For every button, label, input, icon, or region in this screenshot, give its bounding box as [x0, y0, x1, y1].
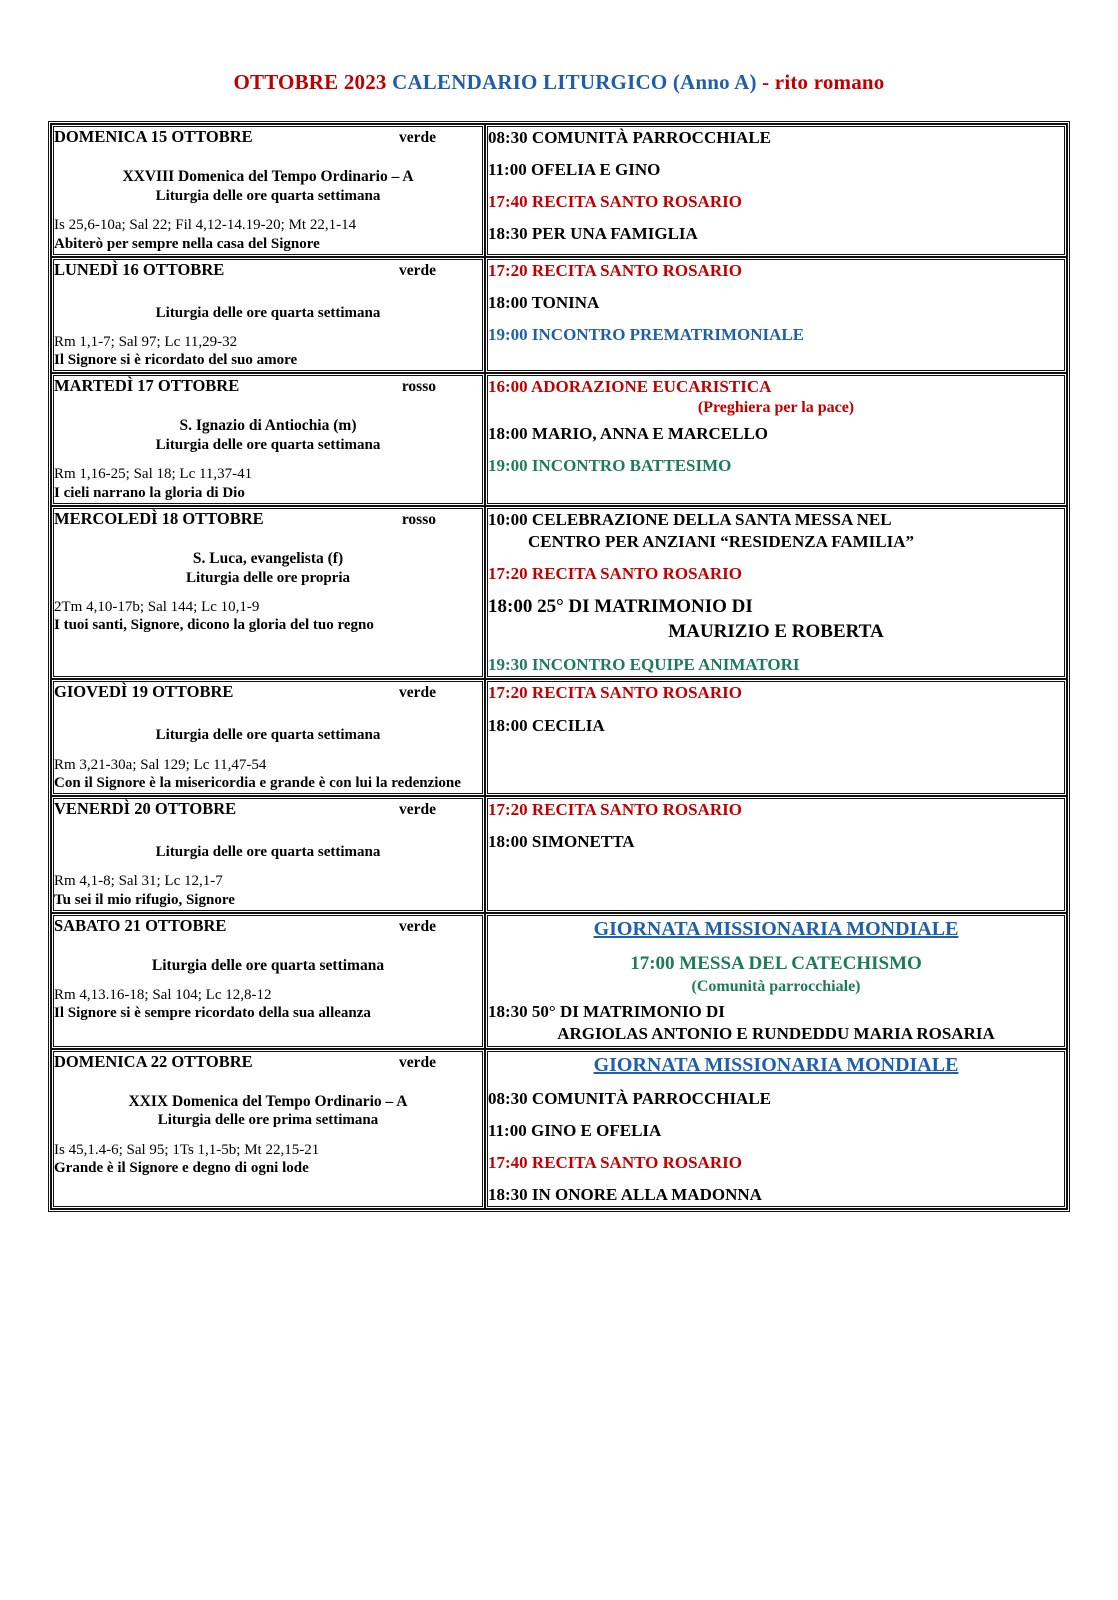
event-item: [488, 1088, 1064, 1110]
event-item: [488, 831, 1064, 853]
day-header: [54, 509, 482, 529]
event-text-line2: CENTRO PER ANZIANI “RESIDENZA FAMILIA”: [528, 531, 915, 551]
responsorial-antiphon: Il Signore si è ricordato del suo amore: [54, 352, 298, 369]
event-text: 17:20 RECITA SANTO ROSARIO: [488, 563, 742, 583]
event-text: 17:20 RECITA SANTO ROSARIO: [488, 800, 742, 820]
event-item: [488, 455, 1064, 477]
title-main: CALENDARIO LITURGICO: [392, 70, 668, 94]
event-text: 08:30 COMUNITÀ PARROCCHIALE: [488, 128, 772, 147]
events-cell: [485, 506, 1067, 680]
events-cell: [485, 679, 1067, 796]
responsorial-antiphon: I cieli narrano la gloria di Dio: [54, 484, 245, 501]
spacer: [54, 1074, 482, 1092]
day-label: SABATO 21 OTTOBRE: [54, 915, 227, 935]
readings: Rm 1,16-25; Sal 18; Lc 11,37-41: [54, 466, 253, 483]
spacer: [54, 938, 482, 956]
event-item: [488, 952, 1064, 997]
event-text: 18:00 CECILIA: [488, 715, 605, 735]
event-text: 17:20 RECITA SANTO ROSARIO: [488, 683, 742, 703]
responsorial-antiphon: Abiterò per sempre nella casa del Signore: [54, 235, 320, 252]
day-info-cell: [51, 257, 485, 374]
responsorial-antiphon: Con il Signore è la misericordia e grande è con lui la redenzione: [54, 775, 461, 792]
event-item: [488, 595, 1064, 644]
event-text: 11:00 OFELIA E GINO: [488, 160, 661, 180]
event-text: 18:30 PER UNA FAMIGLIA: [488, 224, 698, 244]
event-item: [488, 324, 1064, 346]
event-item: [488, 654, 1064, 676]
vestment-color-label: verde: [398, 1053, 436, 1071]
event-item: [488, 191, 1064, 213]
responsorial-antiphon: I tuoi santi, Signore, dicono la gloria del tuo regno: [54, 617, 374, 634]
events-cell: [485, 124, 1067, 257]
hours-liturgy: Liturgia delle ore prima settimana: [157, 1112, 379, 1129]
vestment-color-label: verde: [398, 801, 436, 819]
event-text: 18:00 25° DI MATRIMONIO DI: [488, 596, 753, 617]
spacer: [54, 976, 482, 986]
hours-liturgy: Liturgia delle ore quarta settimana: [155, 437, 381, 454]
events-cell: [485, 1049, 1067, 1209]
spacer: [54, 1131, 482, 1141]
event-item: [488, 260, 1064, 282]
event-text-line2: MAURIZIO E ROBERTA: [668, 620, 884, 642]
spacer: [54, 821, 482, 843]
event-text: 18:00 SIMONETTA: [488, 832, 635, 852]
event-text: GIORNATA MISSIONARIA MONDIALE: [593, 1053, 959, 1076]
day-header: [54, 127, 482, 147]
day-header: [54, 799, 482, 819]
event-item: [488, 223, 1064, 245]
event-text: 11:00 GINO E OFELIA: [488, 1120, 662, 1140]
spacer: [54, 704, 482, 726]
event-text: 17:40 RECITA SANTO ROSARIO: [488, 1152, 742, 1172]
vestment-color-label: rosso: [401, 510, 436, 528]
celebration-title: XXIX Domenica del Tempo Ordinario – A: [128, 1092, 408, 1110]
event-text: GIORNATA MISSIONARIA MONDIALE: [593, 917, 959, 940]
celebration-title: S. Luca, evangelista (f): [192, 549, 344, 567]
day-info-cell: [51, 796, 485, 913]
table-row: [51, 1049, 1067, 1209]
event-text: 18:00 MARIO, ANNA E MARCELLO: [488, 424, 769, 444]
day-header: [54, 260, 482, 280]
table-row: [51, 124, 1067, 257]
event-text: 08:30 COMUNITÀ PARROCCHIALE: [488, 1088, 772, 1108]
table-row: [51, 913, 1067, 1049]
event-text: 17:20 RECITA SANTO ROSARIO: [488, 260, 742, 280]
responsorial-antiphon: Tu sei il mio rifugio, Signore: [54, 892, 235, 909]
event-text: 18:30 IN ONORE ALLA MADONNA: [488, 1184, 762, 1204]
event-item: [488, 509, 1064, 553]
event-text: 19:30 INCONTRO EQUIPE ANIMATORI: [488, 655, 800, 675]
day-header: [54, 682, 482, 702]
readings: Rm 4,13.16-18; Sal 104; Lc 12,8-12: [54, 986, 272, 1003]
hours-liturgy: Liturgia delle ore quarta settimana: [155, 844, 381, 861]
hours-liturgy: Liturgia delle ore propria: [185, 569, 351, 586]
table-row: [51, 679, 1067, 796]
celebration-title: Liturgia delle ore quarta settimana: [151, 956, 385, 974]
event-subtitle: (Preghiera per la pace): [697, 399, 855, 417]
readings: 2Tm 4,10-17b; Sal 144; Lc 10,1-9: [54, 598, 260, 615]
day-label: MARTEDÌ 17 OTTOBRE: [54, 376, 240, 396]
spacer: [54, 282, 482, 304]
hours-liturgy: Liturgia delle ore quarta settimana: [155, 727, 381, 744]
readings: Rm 4,1-8; Sal 31; Lc 12,1-7: [54, 873, 223, 890]
celebration-title: XXVIII Domenica del Tempo Ordinario – A: [122, 168, 414, 185]
vestment-color-label: verde: [398, 684, 436, 702]
vestment-color-label: rosso: [401, 378, 436, 396]
responsorial-antiphon: Il Signore si è sempre ricordato della sua alleanza: [54, 1005, 371, 1022]
spacer: [54, 323, 482, 333]
table-row: [51, 796, 1067, 913]
event-text: 19:00 INCONTRO PREMATRIMONIALE: [488, 324, 805, 344]
day-info-cell: [51, 913, 485, 1049]
hours-liturgy: Liturgia delle ore quarta settimana: [155, 304, 381, 321]
event-item: [488, 423, 1064, 445]
vestment-color-label: verde: [398, 917, 436, 935]
day-label: DOMENICA 22 OTTOBRE: [54, 1051, 253, 1071]
table-row: [51, 373, 1067, 506]
event-item: [488, 1152, 1064, 1174]
hours-liturgy: Liturgia delle ore quarta settimana: [155, 187, 381, 204]
responsorial-antiphon: Grande è il Signore e degno di ogni lode: [54, 1160, 309, 1177]
event-item: [488, 682, 1064, 704]
readings: Is 45,1.4-6; Sal 95; 1Ts 1,1-5b; Mt 22,15-21: [54, 1141, 320, 1158]
event-text: 17:40 RECITA SANTO ROSARIO: [488, 192, 742, 212]
day-header: [54, 376, 482, 396]
spacer: [54, 455, 482, 465]
title-month-year: OTTOBRE 2023: [233, 70, 387, 94]
spacer: [54, 149, 482, 167]
page-title: [48, 70, 1070, 95]
event-subtitle: (Comunità parrocchiale): [691, 977, 861, 995]
spacer: [54, 531, 482, 549]
spacer: [54, 862, 482, 872]
spacer: [54, 746, 482, 756]
event-text: 18:30 50° DI MATRIMONIO DI: [488, 1002, 725, 1022]
events-cell: [485, 913, 1067, 1049]
event-text: 10:00 CELEBRAZIONE DELLA SANTA MESSA NEL: [488, 509, 892, 529]
vestment-color-label: verde: [398, 261, 436, 279]
events-cell: [485, 796, 1067, 913]
events-cell: [485, 257, 1067, 374]
event-text: 18:00 TONINA: [488, 292, 600, 312]
day-info-cell: [51, 124, 485, 257]
spacer: [54, 398, 482, 416]
day-info-cell: [51, 373, 485, 506]
event-item: [488, 376, 1064, 419]
day-info-cell: [51, 1049, 485, 1209]
day-info-cell: [51, 506, 485, 680]
title-year-cycle: (Anno A): [672, 70, 757, 94]
event-item: [488, 799, 1064, 821]
event-item: [488, 159, 1064, 181]
event-item: [488, 563, 1064, 585]
day-label: MERCOLEDÌ 18 OTTOBRE: [54, 508, 264, 528]
spacer: [54, 588, 482, 598]
event-item: [488, 1120, 1064, 1142]
day-label: DOMENICA 15 OTTOBRE: [54, 127, 253, 146]
day-label: LUNEDÌ 16 OTTOBRE: [54, 259, 225, 279]
day-info-cell: [51, 679, 485, 796]
event-item: [488, 1052, 1064, 1078]
event-text: 17:00 MESSA DEL CATECHISMO: [630, 952, 922, 974]
event-item: [488, 916, 1064, 942]
day-label: GIOVEDÌ 19 OTTOBRE: [54, 682, 234, 702]
event-item: [488, 715, 1064, 737]
table-row: [51, 506, 1067, 680]
event-item: [488, 292, 1064, 314]
day-header: [54, 916, 482, 936]
event-text: 19:00 INCONTRO BATTESIMO: [488, 456, 732, 476]
spacer: [54, 206, 482, 216]
day-header: [54, 1052, 482, 1072]
celebration-title: S. Ignazio di Antiochia (m): [179, 417, 357, 435]
event-text-line2: ARGIOLAS ANTONIO E RUNDEDDU MARIA ROSARIA: [557, 1024, 995, 1044]
title-rite: - rito romano: [762, 70, 885, 94]
day-label: VENERDÌ 20 OTTOBRE: [54, 799, 237, 819]
readings: Rm 3,21-30a; Sal 129; Lc 11,47-54: [54, 756, 267, 773]
event-item: [488, 1184, 1064, 1206]
event-item: [488, 127, 1064, 149]
liturgical-calendar-table: [48, 121, 1070, 1212]
readings: Rm 1,1-7; Sal 97; Lc 11,29-32: [54, 333, 238, 350]
events-cell: [485, 373, 1067, 506]
table-row: [51, 257, 1067, 374]
event-item: [488, 1001, 1064, 1045]
vestment-color-label: verde: [398, 129, 436, 146]
event-text: 16:00 ADORAZIONE EUCARISTICA: [488, 377, 772, 397]
readings: Is 25,6-10a; Sal 22; Fil 4,12-14.19-20; Mt 22,1-14: [54, 217, 357, 234]
